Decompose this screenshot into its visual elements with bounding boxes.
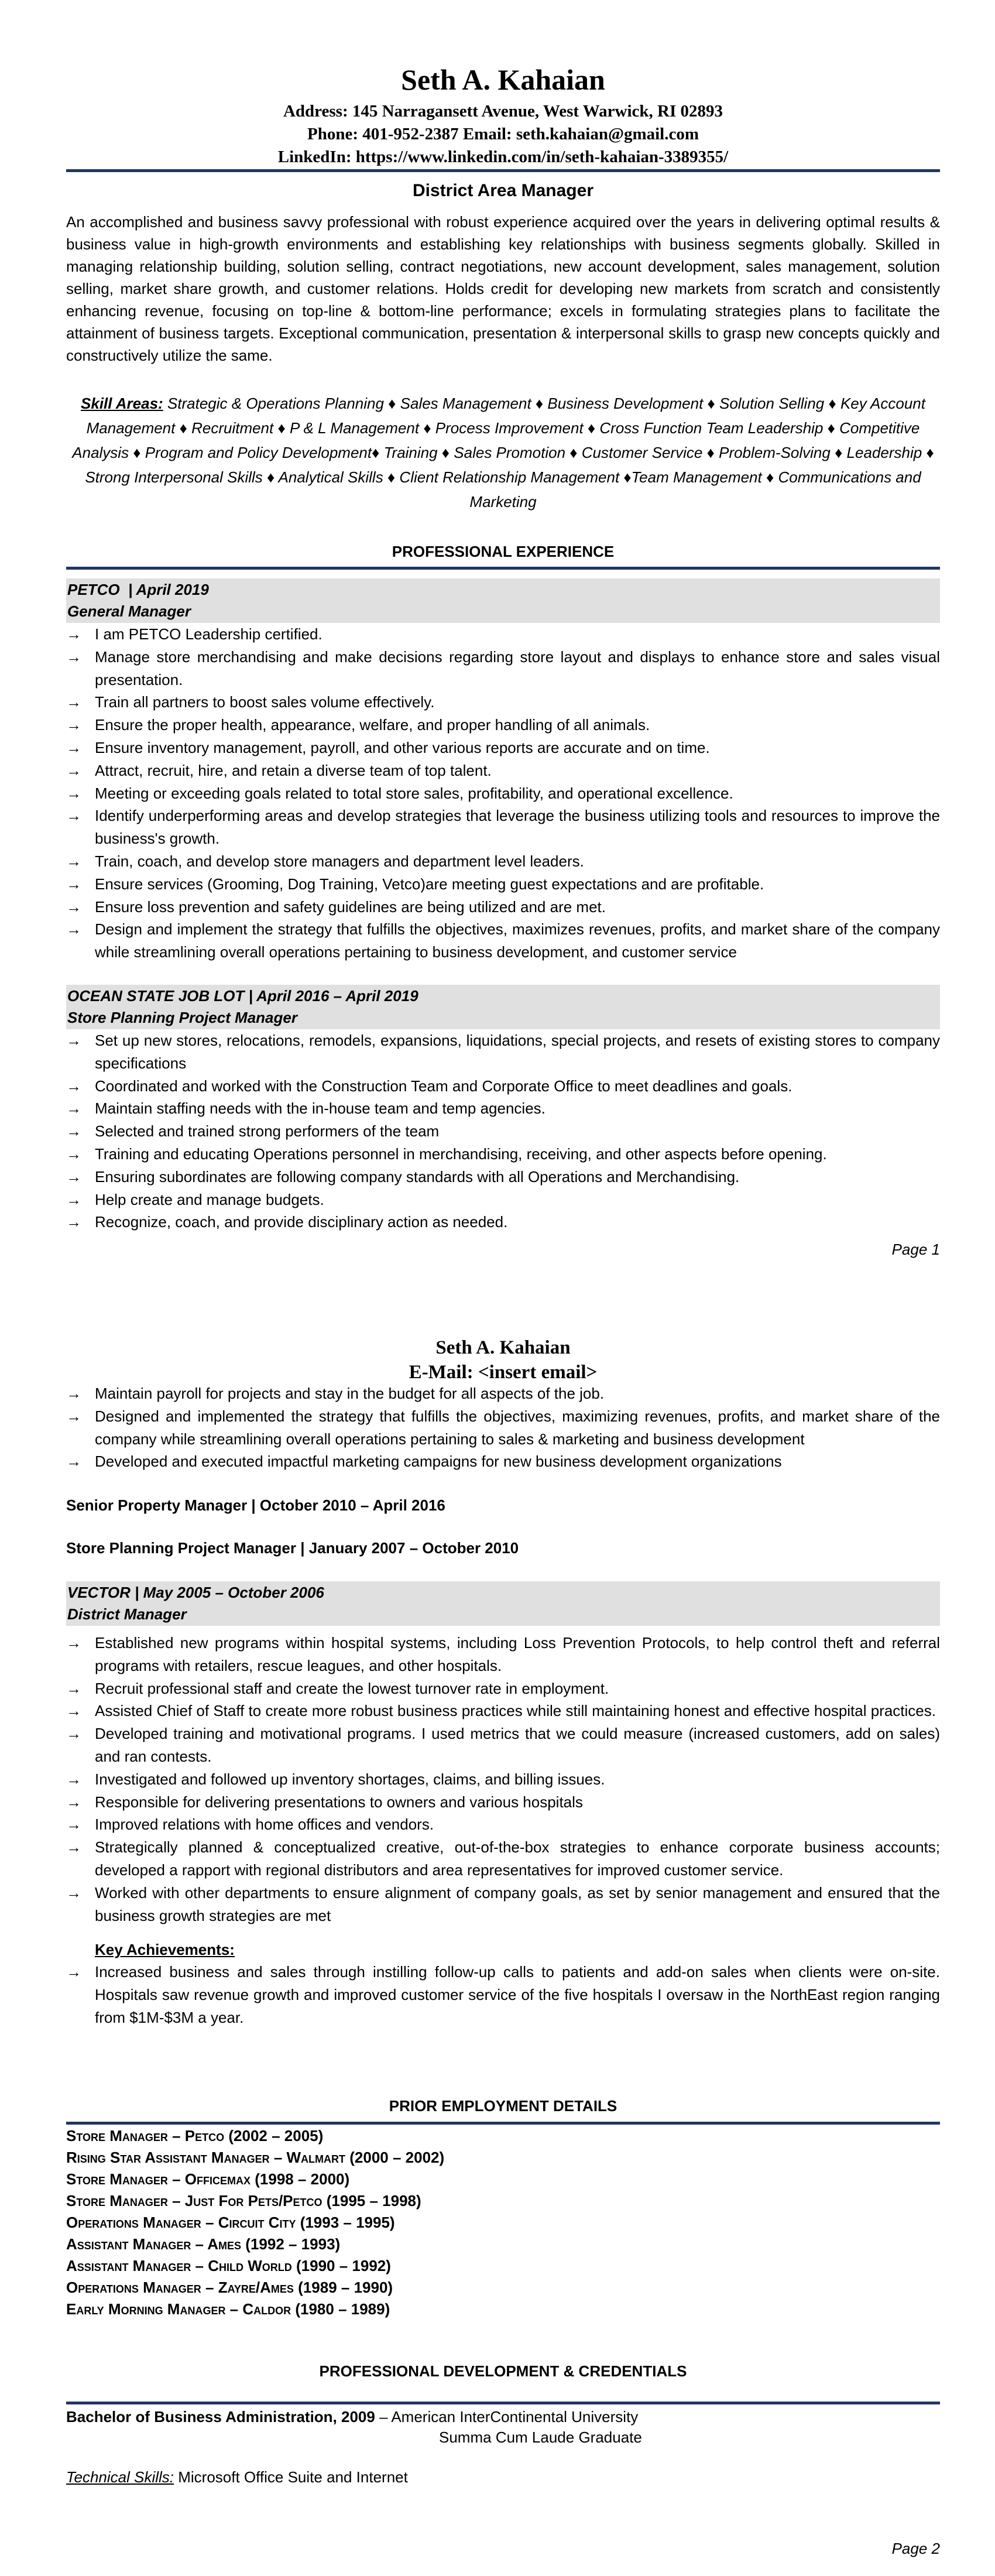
prior-job: Assistant Manager – Ames (1992 – 1993)	[66, 2235, 341, 2253]
arrow-icon	[66, 1813, 81, 1836]
arrow-icon	[66, 850, 81, 873]
page2-name: Seth A. Kahaian	[435, 1337, 571, 1358]
arrow-icon	[66, 1382, 81, 1405]
bullet-text: Attract, recruit, hire, and retain a diverse team of top talent.	[95, 761, 492, 779]
job-header	[66, 985, 940, 1029]
arrow-icon	[66, 1961, 81, 1984]
bullet-item	[66, 1791, 940, 1814]
bullet-text: Strategically planned & conceptualized creative, out-of-the-box strategies to enhance corporate business accounts; developed a rapport with regional distributors and area representatives for improved customer service.	[95, 1838, 940, 1879]
job-role: Store Planning Project Manager	[67, 1009, 297, 1026]
arrow-icon	[66, 918, 81, 941]
technical-skills-label: Technical Skills:	[66, 2468, 174, 2486]
prior-job: Assistant Manager – Child World (1990 – 1992)	[66, 2257, 391, 2274]
section-divider	[66, 2122, 940, 2125]
bullet-text: Responsible for delivering presentations to owners and various hospitals	[95, 1793, 583, 1811]
prior-employment-list	[66, 2125, 940, 2320]
job-company-date: VECTOR | May 2005 – October 2006	[67, 1584, 324, 1601]
bullet-text: Worked with other departments to ensure alignment of company goals, as set by senior management and ensured that the business growth strategies are met	[95, 1883, 940, 1924]
school: – American InterContinental University	[375, 2408, 639, 2426]
bullet-text: Ensure services (Grooming, Dog Training, Vetco)are meeting guest expectations and are profitable.	[95, 875, 764, 893]
role-senior-property: Senior Property Manager | October 2010 – April 2016	[66, 1496, 445, 1514]
technical-skills	[66, 2467, 940, 2488]
bullet-text: Ensure the proper health, appearance, welfare, and proper handling of all animals.	[95, 716, 650, 734]
page2-header	[66, 1335, 940, 1385]
bullet-text: Coordinated and worked with the Construction Team and Corporate Office to meet deadlines and goals.	[95, 1077, 792, 1095]
bullet-text: Designed and implemented the strategy that fulfills the objectives, maximizing revenues, profits, and market share of the company while streamlining overall operations pertaining to sales & marketing and business development	[95, 1407, 940, 1448]
job-ocean-state	[66, 985, 940, 1234]
bullet-text: Improved relations with home offices and vendors.	[95, 1815, 434, 1834]
prior-job: Operations Manager – Circuit City (1993 – 1995)	[66, 2214, 395, 2231]
bullet-item	[66, 873, 940, 896]
bullet-text: Identify underperforming areas and develop strategies that leverage the business utilizing tools and resources to improve the business's growth.	[95, 807, 940, 848]
arrow-icon	[66, 782, 81, 805]
bullet-item	[66, 782, 940, 805]
bullet-item	[66, 1143, 940, 1166]
arrow-icon	[66, 1075, 81, 1098]
arrow-icon	[66, 1722, 81, 1745]
arrow-icon	[66, 714, 81, 737]
skill-areas	[66, 391, 940, 514]
arrow-icon	[66, 1120, 81, 1143]
arrow-icon	[66, 1029, 81, 1052]
arrow-icon	[66, 1143, 81, 1166]
prior-job: Early Morning Manager – Caldor (1980 – 1989)	[66, 2300, 390, 2318]
arrow-icon	[66, 737, 81, 759]
prior-job: Operations Manager – Zayre/Ames (1989 – 1990)	[66, 2279, 393, 2296]
bullet-text: Developed and executed impactful marketing campaigns for new business development organizations	[95, 1453, 782, 1471]
bullet-text: Selected and trained strong performers of the team	[95, 1122, 440, 1140]
bullet-item	[66, 646, 940, 691]
bullet-text: Recognize, coach, and provide disciplinary action as needed.	[95, 1213, 508, 1231]
bullet-item	[66, 623, 940, 646]
page-number: Page 2	[891, 2540, 940, 2557]
bullet-item	[66, 1211, 940, 1234]
section-heading-credentials: PROFESSIONAL DEVELOPMENT & CREDENTIALS	[319, 2362, 687, 2380]
address: Address: 145 Narragansett Avenue, West Warwick, RI 02893	[283, 102, 723, 121]
header-divider	[66, 169, 940, 172]
bullet-item	[66, 1722, 940, 1768]
job-header	[66, 1581, 940, 1626]
job-role: General Manager	[67, 602, 191, 620]
summary: An accomplished and business savvy professional with robust experience acquired over the years in delivering optimal results & business value in high-growth environments and establishing key relationships with business segments globally. Skilled in managing relationship building, solution selling, contract negotiations, new account development, sales management, solution selling, market share growth, and customer relations. Holds credit for developing new markets from scratch and consistently enhancing revenue, focusing on top-line & bottom-line performance; excels in formulating strategies plans to facilitate the attainment of business targets. Exceptional communication, presentation & interpersonal skills to grasp new concepts quickly and constructively utilize the same.	[66, 213, 940, 364]
bullet-item	[66, 1097, 940, 1120]
prior-job: Store Manager – Just For Pets/Petco (1995 – 1998)	[66, 2192, 421, 2210]
job-company-date: OCEAN STATE JOB LOT | April 2016 – April 2019	[67, 987, 418, 1005]
linkedin-link[interactable]: LinkedIn: https://www.linkedin.com/in/seth-kahaian-3389355/	[277, 148, 729, 166]
arrow-icon	[66, 1211, 81, 1234]
bullet-text: Help create and manage budgets.	[95, 1190, 324, 1208]
technical-skills-value: Microsoft Office Suite and Internet	[174, 2468, 408, 2486]
job-vector	[66, 1581, 940, 2029]
bullet-item	[66, 691, 940, 714]
bullet-item	[66, 918, 940, 964]
bullet-text: Assisted Chief of Staff to create more robust business practices while still maintaining honest and effective hospital practices.	[95, 1702, 936, 1720]
arrow-icon	[66, 1882, 81, 1904]
arrow-icon	[66, 1450, 81, 1473]
arrow-icon	[66, 896, 81, 919]
bullet-text: Training and educating Operations personnel in merchandising, receiving, and other aspects before opening.	[95, 1145, 827, 1163]
skill-areas-list: Strategic & Operations Planning ♦ Sales Management ♦ Business Development ♦ Solution Selling ♦ Key Account Management ♦ Recruitment ♦ P & L Management ♦ Process Improvement ♦ Cross Function Team Leadership ♦ Competitive Analysis ♦ Program and Policy Development♦ Training ♦ Sales Promotion ♦ Customer Service ♦ Problem-Solving ♦ Leadership ♦ Strong Interpersonal Skills ♦ Analytical Skills ♦ Client Relationship Management ♦Team Management ♦ Communications and Marketing	[72, 395, 934, 511]
bullet-item	[66, 1961, 940, 2029]
bullet-item	[66, 1188, 940, 1211]
degree: Bachelor of Business Administration, 2009	[66, 2408, 375, 2426]
job-ocean-state-continued	[66, 1382, 940, 1473]
arrow-icon	[66, 1836, 81, 1859]
bullet-text: Developed training and motivational programs. I used metrics that we could measure (increased customers, add on sales) and ran contests.	[95, 1725, 940, 1765]
bullet-item	[66, 1836, 940, 1882]
bullet-text: Manage store merchandising and make decisions regarding store layout and displays to enhance store and sales visual presentation.	[95, 648, 940, 688]
arrow-icon	[66, 1097, 81, 1120]
bullet-item	[66, 737, 940, 759]
job-bullets	[66, 1029, 940, 1234]
job-bullets	[66, 623, 940, 964]
arrow-icon	[66, 1700, 81, 1722]
bullet-item	[66, 714, 940, 737]
section-divider	[66, 567, 940, 570]
arrow-icon	[66, 1791, 81, 1814]
bullet-text: Ensuring subordinates are following company standards with all Operations and Merchandising.	[95, 1167, 740, 1186]
job-bullets	[66, 1632, 940, 1927]
page2-email: E-Mail: <insert email>	[409, 1362, 598, 1383]
bullet-text: Recruit professional staff and create the lowest turnover rate in employment.	[95, 1679, 609, 1697]
role-store-planning: Store Planning Project Manager | January 2007 – October 2010	[66, 1539, 519, 1557]
bullet-text: Established new programs within hospital systems, including Loss Prevention Protocols, to help control theft and referral programs with retailers, rescue leagues, and other hospitals.	[95, 1634, 940, 1674]
job-header	[66, 578, 940, 623]
bullet-text: Maintain payroll for projects and stay in the budget for all aspects of the job.	[95, 1385, 605, 1402]
candidate-name: Seth A. Kahaian	[401, 63, 605, 96]
bullet-item	[66, 759, 940, 782]
arrow-icon	[66, 759, 81, 782]
bullet-item	[66, 1677, 940, 1700]
bullet-item	[66, 1768, 940, 1791]
arrow-icon	[66, 646, 81, 669]
honor: Summa Cum Laude Graduate	[439, 2428, 642, 2446]
education	[66, 2407, 940, 2448]
bullet-text: Ensure inventory management, payroll, and other various reports are accurate and on time.	[95, 738, 710, 756]
bullet-item	[66, 804, 940, 850]
prior-job: Store Manager – Petco (2002 – 2005)	[66, 2127, 324, 2145]
bullet-item	[66, 896, 940, 919]
bullet-text: Maintain staffing needs with the in-house team and temp agencies.	[95, 1099, 545, 1118]
bullet-item	[66, 1450, 940, 1473]
bullet-text: Meeting or exceeding goals related to total store sales, profitability, and operational excellence.	[95, 784, 733, 802]
bullet-item	[66, 1700, 940, 1722]
arrow-icon	[66, 1405, 81, 1428]
arrow-icon	[66, 1166, 81, 1188]
bullet-text: Design and implement the strategy that fulfills the objectives, maximizes revenues, profits, and market share of the company while streamlining overall operations pertaining to business development, and customer service	[95, 920, 940, 961]
arrow-icon	[66, 1677, 81, 1700]
bullet-item	[66, 1382, 940, 1405]
bullet-text: Train, coach, and develop store managers and department level leaders.	[95, 852, 584, 870]
bullet-item	[66, 1632, 940, 1677]
arrow-icon	[66, 873, 81, 896]
arrow-icon	[66, 1632, 81, 1654]
bullet-text: Increased business and sales through instilling follow-up calls to patients and add-on sales when clients were on-site. Hospitals saw revenue growth and improved customer service of the five hospitals I oversaw in the NorthEast region ranging from $1M-$3M a year.	[95, 1963, 940, 2026]
prior-job: Rising Star Assistant Manager – Walmart (2000 – 2002)	[66, 2149, 445, 2166]
bullet-item	[66, 1882, 940, 1927]
arrow-icon	[66, 1188, 81, 1211]
page-number: Page 1	[891, 1241, 940, 1258]
bullet-text: I am PETCO Leadership certified.	[95, 625, 322, 643]
bullet-text: Train all partners to boost sales volume effectively.	[95, 693, 435, 711]
job-company-date: PETCO | April 2019	[67, 581, 209, 598]
section-heading-experience: PROFESSIONAL EXPERIENCE	[392, 543, 615, 560]
prior-job: Store Manager – Officemax (1998 – 2000)	[66, 2170, 350, 2188]
section-heading-prior: PRIOR EMPLOYMENT DETAILS	[389, 2097, 617, 2115]
bullet-item	[66, 850, 940, 873]
arrow-icon	[66, 691, 81, 714]
bullet-item	[66, 1813, 940, 1836]
achievement-bullets	[66, 1961, 940, 2029]
section-divider	[66, 2402, 940, 2404]
phone-email: Phone: 401-952-2387 Email: seth.kahaian@gmail.com	[307, 125, 699, 143]
arrow-icon	[66, 1768, 81, 1791]
bullet-item	[66, 1075, 940, 1098]
job-bullets	[66, 1382, 940, 1473]
bullet-item	[66, 1029, 940, 1075]
bullet-text: Investigated and followed up inventory shortages, claims, and billing issues.	[95, 1770, 605, 1788]
bullet-text: Set up new stores, relocations, remodels, expansions, liquidations, special projects, and resets of existing stores to company specifications	[95, 1032, 940, 1072]
job-role: District Manager	[67, 1605, 187, 1623]
job-title: District Area Manager	[413, 181, 593, 200]
job-petco	[66, 578, 940, 964]
bullet-text: Ensure loss prevention and safety guidelines are being utilized and are met.	[95, 898, 606, 916]
bullet-item	[66, 1120, 940, 1143]
bullet-item	[66, 1405, 940, 1451]
arrow-icon	[66, 623, 81, 646]
bullet-item	[66, 1166, 940, 1188]
arrow-icon	[66, 804, 81, 827]
key-achievements-label: Key Achievements:	[95, 1941, 235, 1959]
contact-block	[66, 100, 940, 169]
skill-areas-label: Skill Areas:	[81, 395, 163, 412]
